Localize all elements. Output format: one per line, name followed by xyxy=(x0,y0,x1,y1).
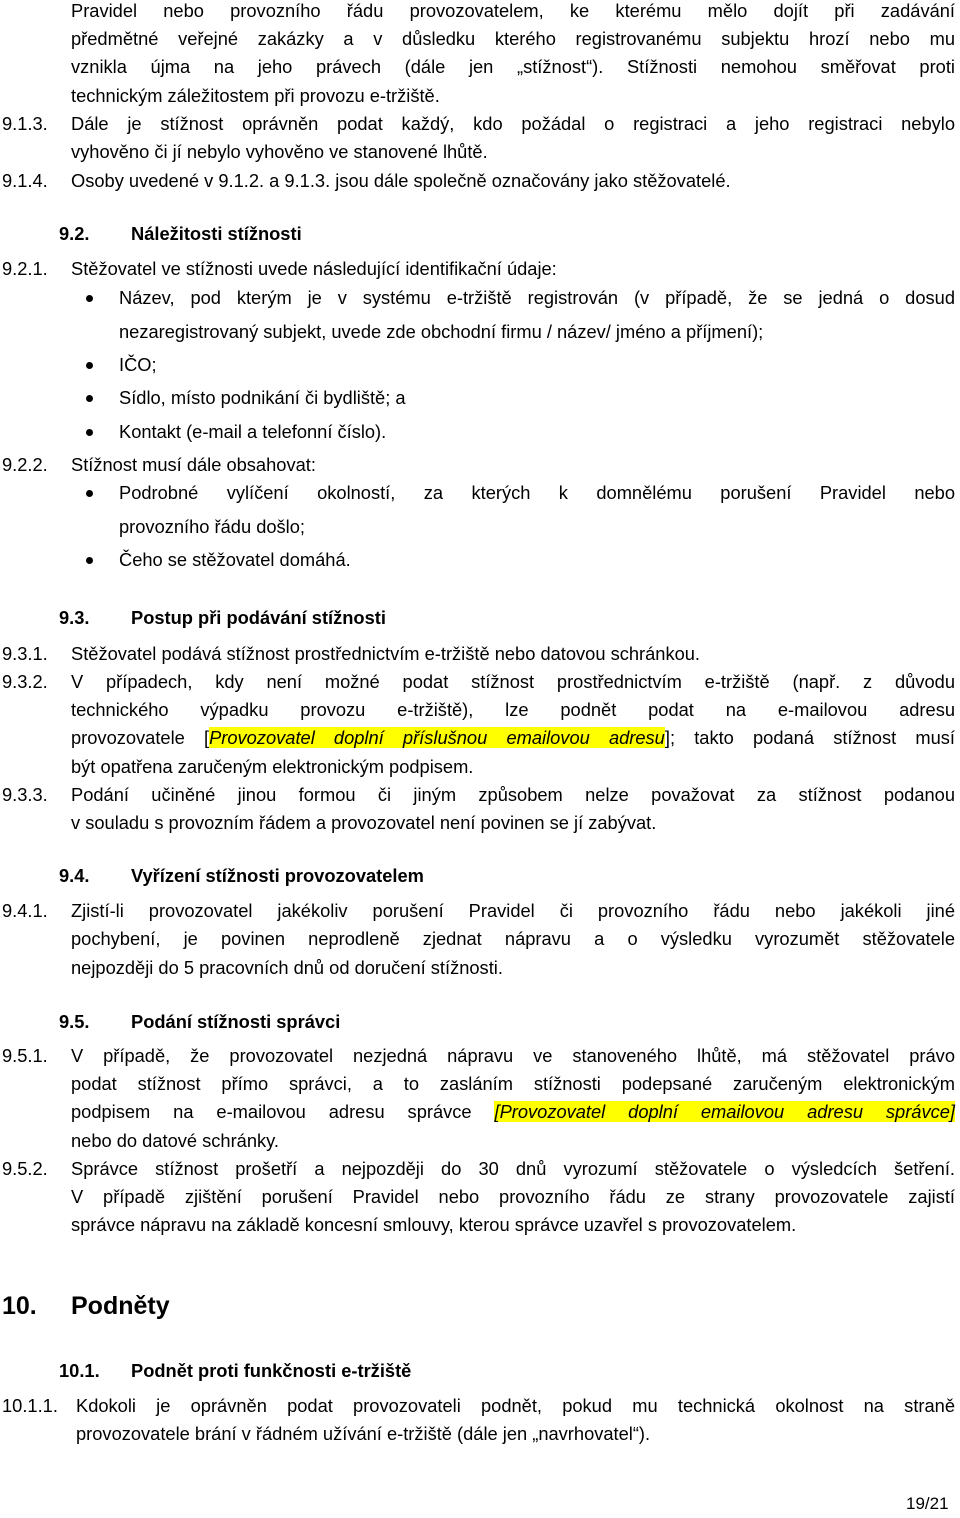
paragraph-line: Osoby uvedené v 9.1.2. a 9.1.3. jsou dále společně označovány jako stěžovatelé. xyxy=(71,170,731,191)
paragraph-line: Zjistí-li provozovatel jakékoliv porušení Pravidel či provozního řádu nebo jakékoli jiné xyxy=(71,900,955,921)
paragraph-line: Stěžovatel podává stížnost prostřednictvím e-tržiště nebo datovou schránkou. xyxy=(71,643,701,664)
paragraph-line: být opatřena zaručeným elektronickým podpisem. xyxy=(71,756,474,777)
clause-number: 9.4.1. xyxy=(2,900,48,921)
page-number: 19/21 xyxy=(906,1494,949,1513)
bullet-dot xyxy=(86,490,93,497)
section-number: 9.3. xyxy=(59,607,90,628)
paragraph-line: správce nápravu na základě koncesní smlouvy, kterou správce uzavřel s provozovatelem. xyxy=(71,1214,797,1235)
clause-number: 9.1.4. xyxy=(2,170,48,191)
clause-number: 9.3.3. xyxy=(2,784,48,805)
bullet-text: Sídlo, místo podnikání či bydliště; a xyxy=(119,387,406,408)
paragraph-line: Dále je stížnost oprávněn podat každý, kdo požádal o registraci a jeho registraci nebylo xyxy=(71,113,955,134)
paragraph-line: Kdokoli je oprávněn podat provozovateli podnět, pokud mu technická okolnost na straně xyxy=(76,1395,955,1416)
placeholder-highlight: Provozovatel doplní příslušnou emailovou adresu xyxy=(209,727,665,748)
paragraph-line: Správce stížnost prošetří a nejpozději do 30 dnů vyrozumí stěžovatele o výsledcích šetření. xyxy=(71,1158,955,1179)
paragraph-line: předmětné veřejné zakázky a v důsledku kterého registrovanému subjektu hrozí nebo mu xyxy=(71,28,955,49)
paragraph-line: pochybení, je povinen neprodleně zjednat nápravu a o výsledku vyrozumět stěžovatele xyxy=(71,928,955,949)
clause-number: 9.3.2. xyxy=(2,671,48,692)
paragraph-line-with-placeholder: podpisem na e-mailovou adresu správce [Provozovatel doplní emailovou adresu správce] xyxy=(71,1101,956,1122)
bullet-text: provozního řádu došlo; xyxy=(119,516,305,537)
bullet-text: Čeho se stěžovatel domáhá. xyxy=(119,549,351,570)
bullet-text: nezaregistrovaný subjekt, uvede zde obchodní firmu / název/ jméno a příjmení); xyxy=(119,321,764,342)
paragraph-line: V případech, kdy není možné podat stížnost prostřednictvím e-tržiště (např. z důvodu xyxy=(71,671,955,692)
paragraph-line: Podání učiněné jinou formou či jiným způsobem nelze považovat za stížnost podanou xyxy=(71,784,955,805)
paragraph-line: vznikla újma na jeho právech (dále jen „stížnost“). Stížnosti nemohou směřovat proti xyxy=(71,56,955,77)
bullet-dot xyxy=(86,557,93,564)
bullet-text: IČO; xyxy=(119,354,157,375)
paragraph-line: v souladu s provozním řádem a provozovatel není povinen se jí zabývat. xyxy=(71,812,657,833)
paragraph-line: provozovatele brání v řádném užívání e-tržiště (dále jen „navrhovatel“). xyxy=(76,1423,651,1444)
section-number: 9.2. xyxy=(59,223,90,244)
bullet-dot xyxy=(86,395,93,402)
bullet-text: Název, pod kterým je v systému e-tržiště registrován (v případě, že se jedná o dosud xyxy=(119,287,955,308)
paragraph-line: Stěžovatel ve stížnosti uvede následující identifikační údaje: xyxy=(71,258,557,279)
bullet-text: Kontakt (e-mail a telefonní číslo). xyxy=(119,421,387,442)
clause-number: 9.2.1. xyxy=(2,258,48,279)
clause-number: 9.1.3. xyxy=(2,113,48,134)
paragraph-line: nejpozději do 5 pracovních dnů od doručení stížnosti. xyxy=(71,957,503,978)
section-heading: Postup při podávání stížnosti xyxy=(131,607,386,628)
paragraph-line: Stížnost musí dále obsahovat: xyxy=(71,454,316,475)
placeholder-highlight: [Provozovatel doplní emailovou adresu správce] xyxy=(494,1101,956,1122)
chapter-number: 10. xyxy=(2,1292,37,1320)
paragraph-line: V případě zjištění porušení Pravidel nebo provozního řádu ze strany provozovatele zajistí xyxy=(71,1186,955,1207)
paragraph-line: technického výpadku provozu e-tržiště), lze podnět podat na e-mailovou adresu xyxy=(71,699,955,720)
paragraph-line: V případě, že provozovatel nezjedná nápravu ve stanoveného lhůtě, má stěžovatel právo xyxy=(71,1045,955,1066)
clause-number: 10.1.1. xyxy=(2,1395,58,1416)
clause-number: 9.5.1. xyxy=(2,1045,48,1066)
section-heading: Vyřízení stížnosti provozovatelem xyxy=(131,865,424,886)
clause-number: 9.2.2. xyxy=(2,454,48,475)
section-number: 9.5. xyxy=(59,1011,90,1032)
section-heading: Podnět proti funkčnosti e-tržiště xyxy=(131,1360,412,1381)
paragraph-line: podat stížnost přímo správci, a to zasláním stížnosti podepsané zaručeným elektronickým xyxy=(71,1073,955,1094)
paragraph-line: vyhověno či jí nebylo vyhověno ve stanovené lhůtě. xyxy=(71,141,488,162)
bullet-dot xyxy=(86,429,93,436)
bullet-text: Podrobné vylíčení okolností, za kterých k domnělému porušení Pravidel nebo xyxy=(119,482,955,503)
clause-number: 9.3.1. xyxy=(2,643,48,664)
paragraph-line-with-placeholder: provozovatele [Provozovatel doplní příslušnou emailovou adresu]; takto podaná stížnost musí xyxy=(71,727,955,748)
paragraph-line: Pravidel nebo provozního řádu provozovatelem, ke kterému mělo dojít při zadávání xyxy=(71,0,955,21)
section-heading: Náležitosti stížnosti xyxy=(131,223,302,244)
chapter-heading: Podněty xyxy=(71,1292,170,1320)
clause-number: 9.5.2. xyxy=(2,1158,48,1179)
section-number: 9.4. xyxy=(59,865,90,886)
paragraph-line: nebo do datové schránky. xyxy=(71,1130,280,1151)
section-number: 10.1. xyxy=(59,1360,100,1381)
bullet-dot xyxy=(86,362,93,369)
paragraph-line: technickým záležitostem při provozu e-tržiště. xyxy=(71,85,440,106)
bullet-dot xyxy=(86,295,93,302)
section-heading: Podání stížnosti správci xyxy=(131,1011,341,1032)
